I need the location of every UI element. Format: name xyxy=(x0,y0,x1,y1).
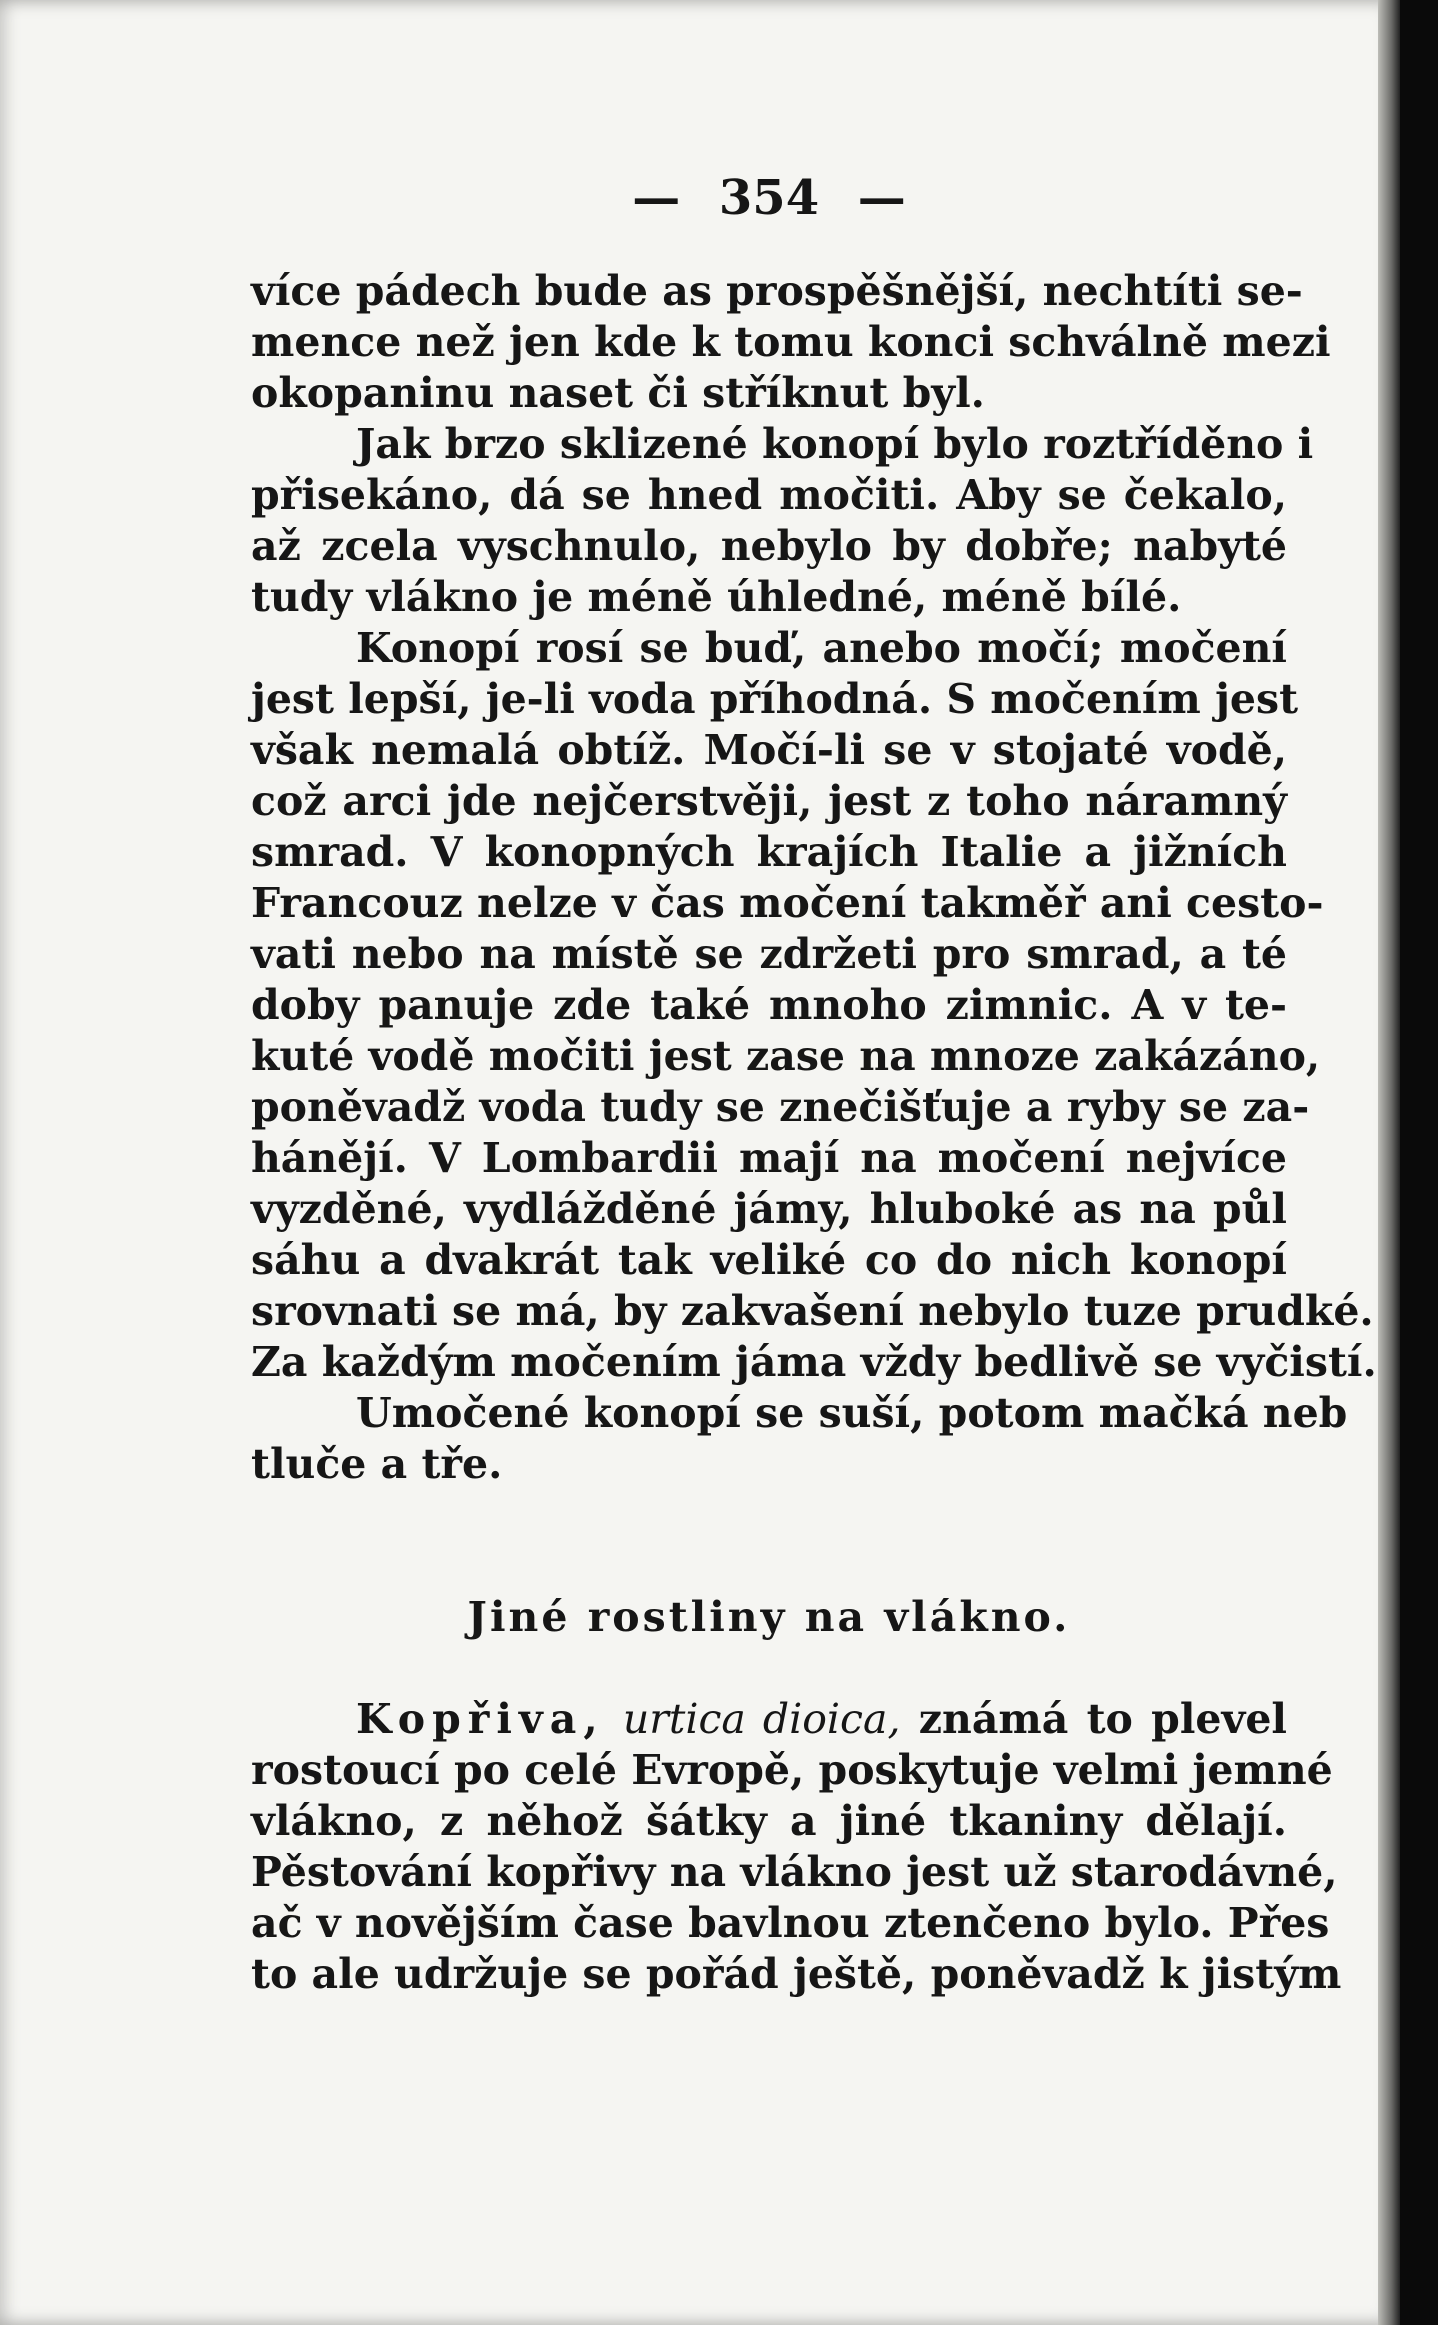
body-text xyxy=(251,266,1377,2000)
text-line: srovnati se má, by zakvašení nebylo tuze prudké. xyxy=(251,1287,1374,1335)
text-line: však nemalá obtíž. Močí-li se v stojaté vodě, xyxy=(251,726,1287,774)
section-heading: Jiné rostliny na vlákno. xyxy=(467,1593,1071,1641)
page-number: — 354 — xyxy=(632,170,906,226)
text-line: jest lepší, je-li voda příhodná. S močením jest xyxy=(251,675,1299,723)
text-line: okopaninu naset či stříknut byl. xyxy=(251,369,985,417)
text-line: vlákno, z něhož šátky a jiné tkaniny dělají. xyxy=(251,1797,1287,1845)
text-line: přisekáno, dá se hned močiti. Aby se čekalo, xyxy=(251,471,1287,519)
text-line xyxy=(251,1694,1287,1745)
text-line: hánějí. V Lombardii mají na močení nejvíce xyxy=(251,1134,1287,1182)
text-line: to ale udržuje se pořád ještě, poněvadž k jistým xyxy=(251,1950,1342,1998)
text-line: mence než jen kde k tomu konci schválně mezi xyxy=(251,318,1331,366)
page-binding-shadow xyxy=(1378,0,1400,2325)
text-line: což arci jde nejčerstvěji, jest z toho náramný xyxy=(251,777,1287,825)
text-line: až zcela vyschnulo, nebylo by dobře; nabyté xyxy=(251,522,1287,570)
text-line: Jak brzo sklizené konopí bylo roztříděno i xyxy=(356,420,1314,468)
text-line: Za každým močením jáma vždy bedlivě se vyčistí. xyxy=(251,1338,1377,1386)
text-line: Konopí rosí se buď, anebo močí; močení xyxy=(356,624,1287,672)
text-line: tudy vlákno je méně úhledné, méně bílé. xyxy=(251,573,1182,621)
text-line: vati nebo na místě se zdržeti pro smrad, a té xyxy=(251,930,1287,978)
text-line: Pěstování kopřivy na vlákno jest už starodávné, xyxy=(251,1848,1338,1896)
text-line: rostoucí po celé Evropě, poskytuje velmi jemné xyxy=(251,1746,1333,1794)
text-line: tluče a tře. xyxy=(251,1440,503,1488)
term-kopriva: Kopřiva, xyxy=(356,1695,605,1743)
text-line: Umočené konopí se suší, potom mačká neb xyxy=(356,1389,1348,1437)
text-line: sáhu a dvakrát tak veliké co do nich konopí xyxy=(251,1236,1287,1284)
text-line: více pádech bude as prospěšnější, nechtíti se- xyxy=(251,267,1303,315)
text-line: Francouz nelze v čas močení takměř ani cesto- xyxy=(251,879,1324,927)
text-line: poněvadž voda tudy se znečišťuje a ryby se za- xyxy=(251,1083,1310,1131)
latin-name: urtica dioica, xyxy=(622,1695,901,1743)
text-line: ač v novějším čase bavlnou ztenčeno bylo. Přes xyxy=(251,1899,1330,1947)
text-line: doby panuje zde také mnoho zimnic. A v te- xyxy=(251,981,1287,1029)
text-line: vyzděné, vydlážděné jámy, hluboké as na půl xyxy=(251,1185,1287,1233)
text-line: smrad. V konopných krajích Italie a jižních xyxy=(251,828,1287,876)
text-line-rest: známá to plevel xyxy=(918,1695,1287,1743)
text-line: kuté vodě močiti jest zase na mnoze zakázáno, xyxy=(251,1032,1321,1080)
